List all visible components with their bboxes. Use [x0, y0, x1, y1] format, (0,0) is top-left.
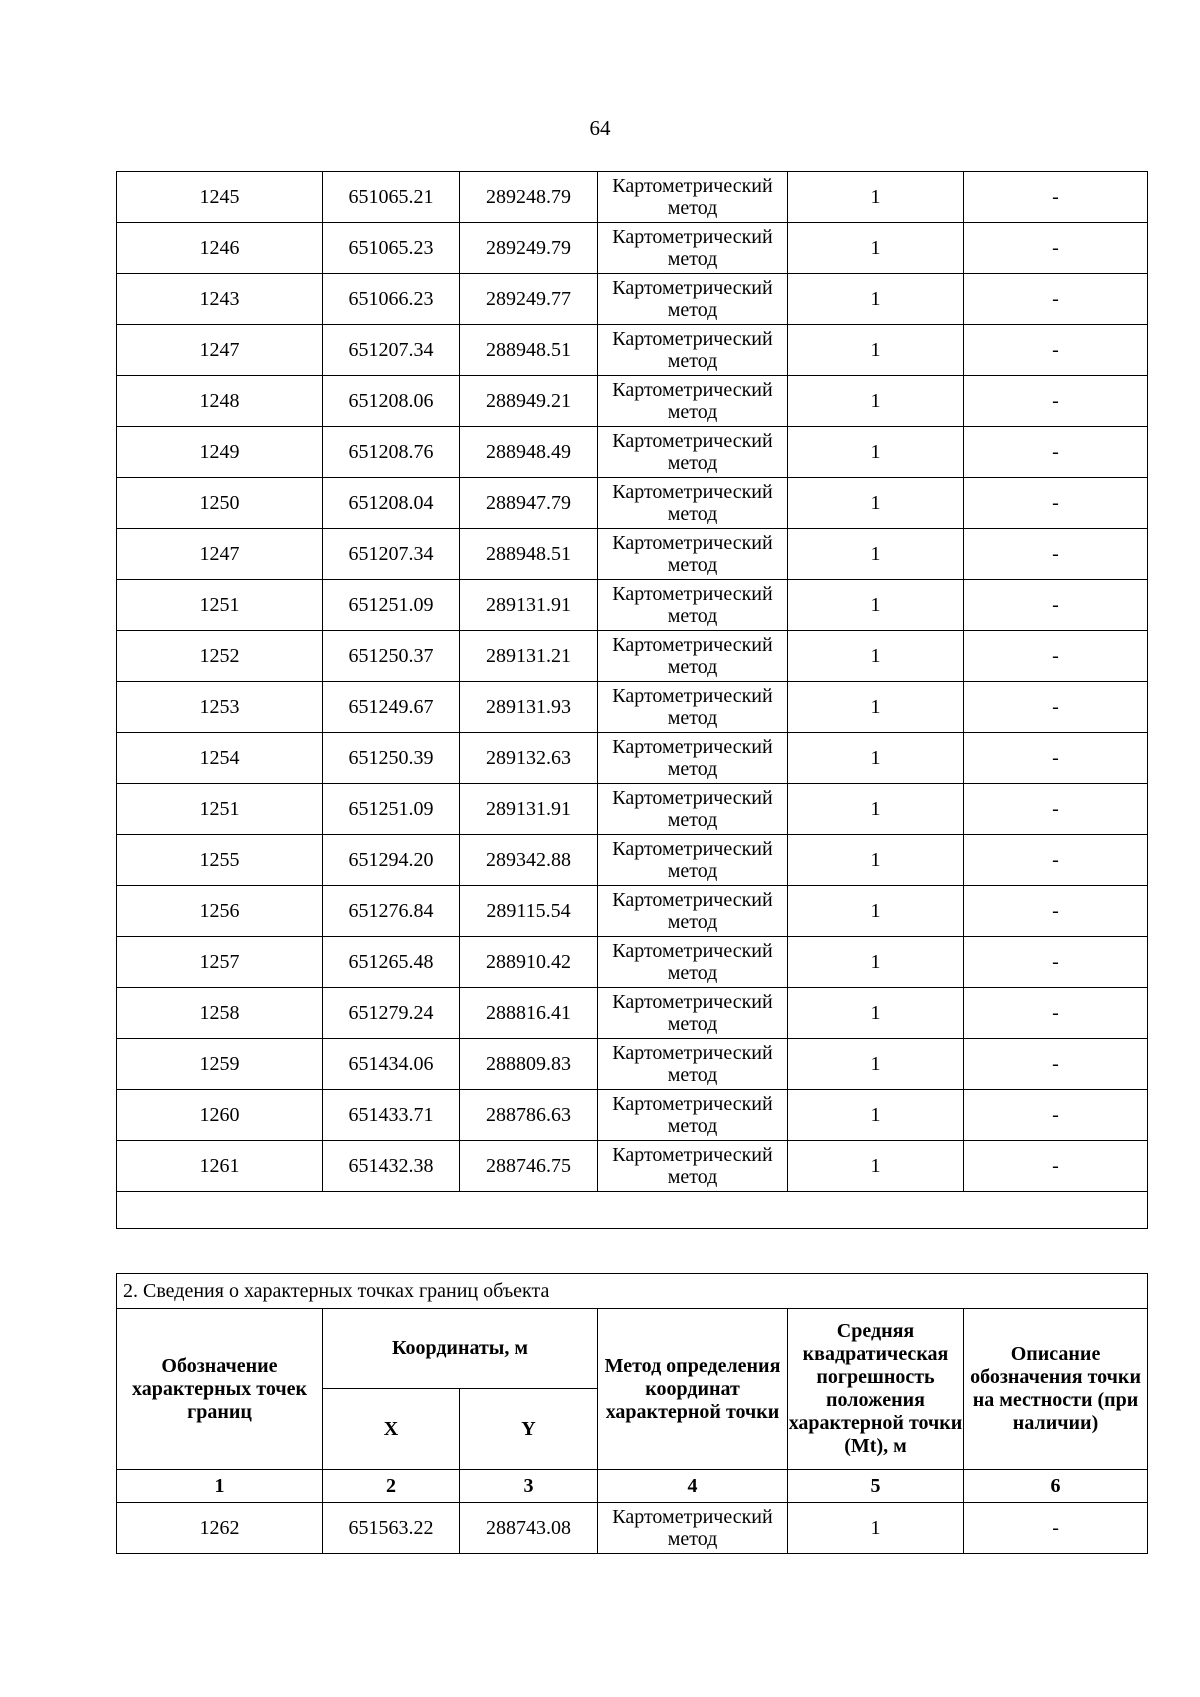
method-text-line1: Картометрический — [612, 175, 773, 197]
method-text-line1: Картометрический — [612, 787, 773, 809]
description-cell: - — [964, 835, 1148, 886]
method-text-line1: Картометрический — [612, 328, 773, 350]
coord-x-cell: 651433.71 — [323, 1090, 460, 1141]
method-text-line1: Картометрический — [612, 1042, 773, 1064]
coord-x-cell: 651294.20 — [323, 835, 460, 886]
description-cell: - — [964, 172, 1148, 223]
point-id-cell: 1260 — [117, 1090, 323, 1141]
header-mt: Средняя квадратическая погрешность положения характерной точки (Mt), м — [788, 1309, 964, 1470]
header-coordinates: Координаты, м — [323, 1309, 598, 1389]
mt-cell: 1 — [788, 1503, 964, 1554]
description-cell: - — [964, 529, 1148, 580]
point-id-cell: 1255 — [117, 835, 323, 886]
description-cell: - — [964, 1503, 1148, 1554]
method-cell — [598, 427, 788, 478]
method-cell — [598, 1141, 788, 1192]
method-text-line1: Картометрический — [612, 1506, 773, 1528]
mt-cell: 1 — [788, 682, 964, 733]
coord-x-cell: 651434.06 — [323, 1039, 460, 1090]
table-row — [117, 1039, 1148, 1090]
method-text-line2: метод — [667, 1115, 718, 1137]
coord-x-cell: 651208.04 — [323, 478, 460, 529]
coord-x-cell: 651432.38 — [323, 1141, 460, 1192]
method-cell — [598, 274, 788, 325]
method-text-line2: метод — [667, 758, 718, 780]
mt-cell: 1 — [788, 172, 964, 223]
coord-y-cell: 288743.08 — [460, 1503, 598, 1554]
method-text-line1: Картометрический — [612, 991, 773, 1013]
coord-y-cell: 289249.79 — [460, 223, 598, 274]
mt-cell: 1 — [788, 835, 964, 886]
header-y: Y — [460, 1389, 598, 1470]
point-id-cell: 1257 — [117, 937, 323, 988]
table-row — [117, 784, 1148, 835]
method-text-line1: Картометрический — [612, 634, 773, 656]
mt-cell: 1 — [788, 1090, 964, 1141]
coord-x-cell: 651276.84 — [323, 886, 460, 937]
coord-x-cell: 651251.09 — [323, 784, 460, 835]
table-row — [117, 223, 1148, 274]
description-cell: - — [964, 478, 1148, 529]
method-text-line1: Картометрический — [612, 1093, 773, 1115]
description-cell: - — [964, 733, 1148, 784]
method-text-line2: метод — [667, 299, 718, 321]
method-cell — [598, 376, 788, 427]
table-row — [117, 937, 1148, 988]
method-text-line2: метод — [667, 962, 718, 984]
header-description: Описание обозначения точки на местности (при наличии) — [964, 1309, 1148, 1470]
point-id-cell: 1243 — [117, 274, 323, 325]
coord-x-cell: 651563.22 — [323, 1503, 460, 1554]
method-cell — [598, 1503, 788, 1554]
boundary-points-table-continued — [116, 171, 1148, 1229]
column-number-cell: 2 — [323, 1470, 460, 1503]
point-id-cell: 1248 — [117, 376, 323, 427]
description-cell: - — [964, 325, 1148, 376]
coord-y-cell: 288948.49 — [460, 427, 598, 478]
method-cell — [598, 784, 788, 835]
method-cell — [598, 1039, 788, 1090]
coord-y-cell: 288949.21 — [460, 376, 598, 427]
mt-cell: 1 — [788, 988, 964, 1039]
method-text-line1: Картометрический — [612, 685, 773, 707]
method-text-line1: Картометрический — [612, 430, 773, 452]
coord-x-cell: 651065.21 — [323, 172, 460, 223]
coord-x-cell: 651279.24 — [323, 988, 460, 1039]
mt-cell: 1 — [788, 223, 964, 274]
method-text-line2: метод — [667, 197, 718, 219]
coord-y-cell: 289248.79 — [460, 172, 598, 223]
coord-y-cell: 289131.91 — [460, 784, 598, 835]
method-text-line1: Картометрический — [612, 379, 773, 401]
description-cell: - — [964, 580, 1148, 631]
description-cell: - — [964, 784, 1148, 835]
coord-y-cell: 288948.51 — [460, 529, 598, 580]
method-cell — [598, 325, 788, 376]
table-row — [117, 1503, 1148, 1554]
method-cell — [598, 733, 788, 784]
coord-y-cell: 288910.42 — [460, 937, 598, 988]
method-cell — [598, 580, 788, 631]
point-id-cell: 1259 — [117, 1039, 323, 1090]
point-id-cell: 1247 — [117, 325, 323, 376]
mt-cell: 1 — [788, 937, 964, 988]
mt-cell: 1 — [788, 427, 964, 478]
table-row — [117, 631, 1148, 682]
column-number-cell: 1 — [117, 1470, 323, 1503]
table-row — [117, 427, 1148, 478]
method-text-line2: метод — [667, 809, 718, 831]
mt-cell: 1 — [788, 274, 964, 325]
description-cell: - — [964, 631, 1148, 682]
point-id-cell: 1256 — [117, 886, 323, 937]
table-row — [117, 988, 1148, 1039]
mt-cell: 1 — [788, 325, 964, 376]
method-cell — [598, 682, 788, 733]
coord-x-cell: 651251.09 — [323, 580, 460, 631]
mt-cell: 1 — [788, 784, 964, 835]
coord-x-cell: 651207.34 — [323, 529, 460, 580]
table-row — [117, 886, 1148, 937]
coord-y-cell: 289131.21 — [460, 631, 598, 682]
coord-y-cell: 288809.83 — [460, 1039, 598, 1090]
method-cell — [598, 478, 788, 529]
table-row — [117, 172, 1148, 223]
boundary-points-table — [116, 1273, 1148, 1554]
method-text-line1: Картометрический — [612, 736, 773, 758]
coord-x-cell: 651208.76 — [323, 427, 460, 478]
coord-x-cell: 651208.06 — [323, 376, 460, 427]
method-text-line2: метод — [667, 401, 718, 423]
description-cell: - — [964, 937, 1148, 988]
method-text-line2: метод — [667, 248, 718, 270]
point-id-cell: 1250 — [117, 478, 323, 529]
page-number: 64 — [589, 116, 611, 140]
method-cell — [598, 529, 788, 580]
method-text-line1: Картометрический — [612, 277, 773, 299]
mt-cell: 1 — [788, 1141, 964, 1192]
mt-cell: 1 — [788, 733, 964, 784]
method-text-line1: Картометрический — [612, 226, 773, 248]
column-number-cell: 4 — [598, 1470, 788, 1503]
coord-x-cell: 651265.48 — [323, 937, 460, 988]
header-point-designation: Обозначение характерных точек границ — [117, 1309, 323, 1470]
method-text-line1: Картометрический — [612, 532, 773, 554]
mt-cell: 1 — [788, 478, 964, 529]
empty-row — [117, 1192, 1148, 1229]
coord-y-cell: 288786.63 — [460, 1090, 598, 1141]
description-cell: - — [964, 427, 1148, 478]
coord-y-cell: 289249.77 — [460, 274, 598, 325]
mt-cell: 1 — [788, 529, 964, 580]
table-row — [117, 529, 1148, 580]
coord-y-cell: 289132.63 — [460, 733, 598, 784]
description-cell: - — [964, 376, 1148, 427]
table-row — [117, 1141, 1148, 1192]
table-row — [117, 682, 1148, 733]
method-text-line2: метод — [667, 860, 718, 882]
method-text-line1: Картометрический — [612, 838, 773, 860]
method-cell — [598, 988, 788, 1039]
method-text-line2: метод — [667, 1166, 718, 1188]
header-method: Метод определения координат характерной точки — [598, 1309, 788, 1470]
method-cell — [598, 937, 788, 988]
method-text-line1: Картометрический — [612, 1144, 773, 1166]
coord-y-cell: 288746.75 — [460, 1141, 598, 1192]
point-id-cell: 1247 — [117, 529, 323, 580]
method-text-line2: метод — [667, 707, 718, 729]
method-cell — [598, 631, 788, 682]
mt-cell: 1 — [788, 886, 964, 937]
description-cell: - — [964, 988, 1148, 1039]
description-cell: - — [964, 886, 1148, 937]
method-text-line1: Картометрический — [612, 940, 773, 962]
coord-x-cell: 651207.34 — [323, 325, 460, 376]
method-cell — [598, 223, 788, 274]
table-row — [117, 835, 1148, 886]
method-text-line2: метод — [667, 1064, 718, 1086]
mt-cell: 1 — [788, 1039, 964, 1090]
coord-y-cell: 288948.51 — [460, 325, 598, 376]
method-cell — [598, 835, 788, 886]
point-id-cell: 1262 — [117, 1503, 323, 1554]
method-cell — [598, 1090, 788, 1141]
point-id-cell: 1251 — [117, 580, 323, 631]
point-id-cell: 1246 — [117, 223, 323, 274]
column-number-cell: 3 — [460, 1470, 598, 1503]
point-id-cell: 1254 — [117, 733, 323, 784]
table-caption: 2. Сведения о характерных точках границ объекта — [117, 1274, 1148, 1309]
table-row — [117, 733, 1148, 784]
coord-y-cell: 289131.93 — [460, 682, 598, 733]
method-text-line2: метод — [667, 452, 718, 474]
description-cell: - — [964, 1039, 1148, 1090]
coord-x-cell: 651250.39 — [323, 733, 460, 784]
method-text-line1: Картометрический — [612, 889, 773, 911]
method-text-line2: метод — [667, 1013, 718, 1035]
method-cell — [598, 886, 788, 937]
point-id-cell: 1245 — [117, 172, 323, 223]
coord-x-cell: 651066.23 — [323, 274, 460, 325]
table-row — [117, 274, 1148, 325]
description-cell: - — [964, 223, 1148, 274]
point-id-cell: 1251 — [117, 784, 323, 835]
table-row — [117, 376, 1148, 427]
point-id-cell: 1252 — [117, 631, 323, 682]
method-text-line1: Картометрический — [612, 583, 773, 605]
mt-cell: 1 — [788, 631, 964, 682]
table-row — [117, 478, 1148, 529]
coord-y-cell: 288947.79 — [460, 478, 598, 529]
table-row — [117, 580, 1148, 631]
coord-y-cell: 289342.88 — [460, 835, 598, 886]
method-cell — [598, 172, 788, 223]
method-text-line2: метод — [667, 503, 718, 525]
coord-y-cell: 289115.54 — [460, 886, 598, 937]
table-row — [117, 325, 1148, 376]
coord-x-cell: 651249.67 — [323, 682, 460, 733]
method-text-line2: метод — [667, 554, 718, 576]
method-text-line2: метод — [667, 911, 718, 933]
column-number-cell: 5 — [788, 1470, 964, 1503]
description-cell: - — [964, 274, 1148, 325]
method-text-line2: метод — [667, 656, 718, 678]
point-id-cell: 1258 — [117, 988, 323, 1039]
column-number-cell: 6 — [964, 1470, 1148, 1503]
method-text-line1: Картометрический — [612, 481, 773, 503]
header-x: X — [323, 1389, 460, 1470]
coord-y-cell: 289131.91 — [460, 580, 598, 631]
point-id-cell: 1249 — [117, 427, 323, 478]
coord-x-cell: 651250.37 — [323, 631, 460, 682]
method-text-line2: метод — [667, 350, 718, 372]
point-id-cell: 1261 — [117, 1141, 323, 1192]
description-cell: - — [964, 682, 1148, 733]
coord-y-cell: 288816.41 — [460, 988, 598, 1039]
point-id-cell: 1253 — [117, 682, 323, 733]
mt-cell: 1 — [788, 580, 964, 631]
empty-cell — [117, 1192, 1148, 1229]
table-row — [117, 1090, 1148, 1141]
description-cell: - — [964, 1090, 1148, 1141]
coord-x-cell: 651065.23 — [323, 223, 460, 274]
method-text-line2: метод — [667, 1528, 718, 1550]
method-text-line2: метод — [667, 605, 718, 627]
description-cell: - — [964, 1141, 1148, 1192]
mt-cell: 1 — [788, 376, 964, 427]
